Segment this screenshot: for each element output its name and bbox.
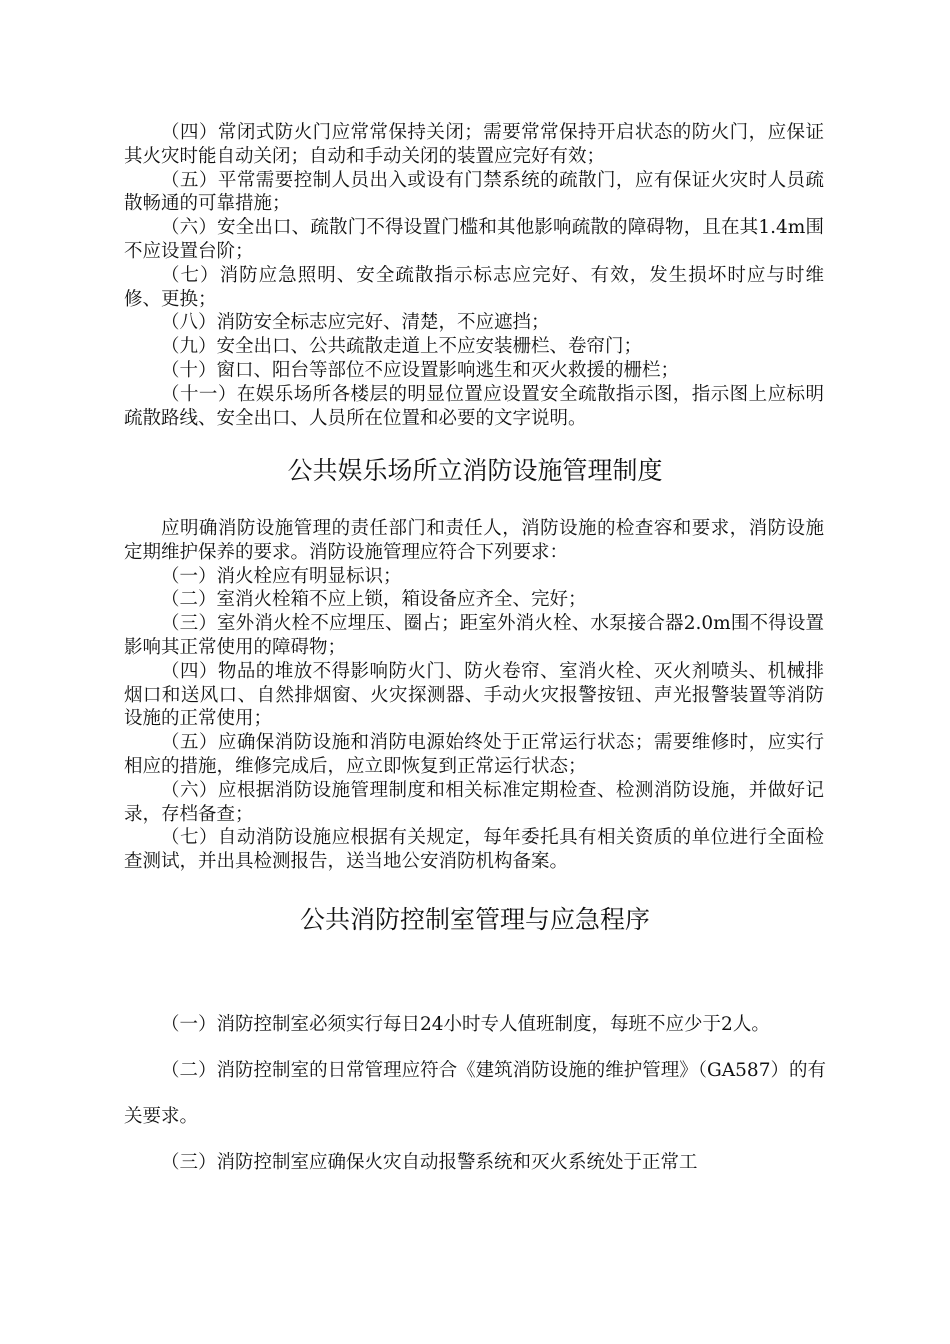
paragraph: （八）消防安全标志应完好、清楚，不应遮挡； — [161, 312, 550, 334]
section3-title: 公共消防控制室管理与应急程序 — [299, 905, 650, 934]
paragraph: （七）自动消防设施应根据有关规定，每年委托具有相关资质的单位进行全面检查测试，并出具检测报告，送当地公安消防机构备案。 — [124, 827, 824, 873]
paragraph: （七）消防应急照明、安全疏散指示标志应完好、有效，发生损坏时应与时维修、更换； — [124, 264, 824, 310]
paragraph: （四）物品的堆放不得影响防火门、防火卷帘、室消火栓、灭火剂喷头、机械排烟口和送风口、自然排烟窗、火灾探测器、手动火灾报警按钮、声光报警装置等消防设施的正常使用； — [124, 660, 824, 730]
paragraph: 应明确消防设施管理的责任部门和责任人，消防设施的检查容和要求，消防设施定期维护保养的要求。消防设施管理应符合下列要求： — [124, 518, 824, 563]
paragraph: （三）室外消火栓不应埋压、圈占；距室外消火栓、水泵接合器2.0m围不得设置影响其正常使用的障碍物； — [124, 613, 824, 658]
paragraph: （二）室消火栓箱不应上锁，箱设备应齐全、完好； — [161, 589, 587, 611]
paragraph: （十）窗口、阳台等部位不应设置影响逃生和灭火救援的栅栏； — [161, 359, 680, 381]
paragraph: （九）安全出口、公共疏散走道上不应安装栅栏、卷帘门； — [161, 336, 643, 358]
paragraph: （三）消防控制室应确保火灾自动报警系统和灭火系统处于正常工 — [161, 1152, 698, 1173]
paragraph: （一）消防控制室必须实行每日24小时专人值班制度，每班不应少于2人。 — [161, 1014, 770, 1035]
section1-body — [124, 121, 824, 430]
paragraph: （二）消防控制室的日常管理应符合《建筑消防设施的维护管理》（GA587）的有关要求。 — [124, 1060, 826, 1127]
paragraph: （六）安全出口、疏散门不得设置门槛和其他影响疏散的障碍物，且在其1.4m围不应设置台阶； — [124, 217, 824, 262]
section2-body — [124, 517, 824, 874]
section3-body — [124, 1002, 826, 1186]
paragraph: （四）常闭式防火门应常常保持关闭；需要常常保持开启状态的防火门，应保证其火灾时能自动关闭；自动和手动关闭的装置应完好有效； — [124, 122, 824, 167]
paragraph: （一）消火栓应有明显标识； — [161, 565, 402, 587]
section2-title: 公共娱乐场所立消防设施管理制度 — [287, 456, 663, 485]
paragraph: （五）平常需要控制人员出入或设有门禁系统的疏散门，应有保证火灾时人员疏散畅通的可靠措施； — [124, 169, 824, 215]
paragraph: （十一）在娱乐场所各楼层的明显位置应设置安全疏散指示图，指示图上应标明疏散路线、安全出口、人员所在位置和必要的文字说明。 — [124, 383, 824, 429]
paragraph: （五）应确保消防设施和消防电源始终处于正常运行状态；需要维修时，应实行相应的措施，维修完成后，应立即恢复到正常运行状态； — [124, 732, 824, 777]
paragraph: （六）应根据消防设施管理制度和相关标准定期检查、检测消防设施，并做好记录，存档备查； — [124, 779, 824, 825]
